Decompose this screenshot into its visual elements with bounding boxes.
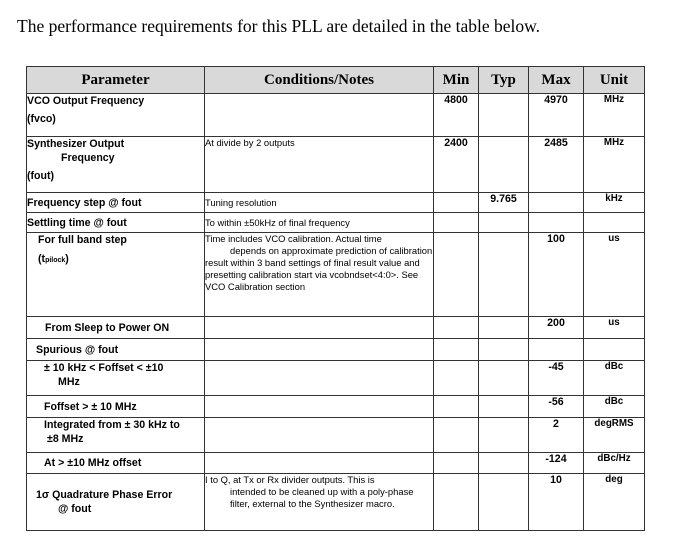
symbol-text: (t: [38, 253, 46, 265]
max-cell: -45: [529, 361, 584, 396]
table-row: [27, 94, 645, 137]
typ-cell: [479, 339, 529, 361]
unit-cell: dBc: [584, 361, 645, 396]
max-cell: 2485: [529, 137, 584, 193]
symbol-subscript: pilock: [45, 257, 66, 264]
min-cell: 2400: [434, 137, 479, 193]
conditions-cell: [205, 233, 434, 317]
parameter-cell: [27, 94, 205, 137]
header-conditions: Conditions/Notes: [205, 67, 434, 94]
max-cell: 2: [529, 418, 584, 453]
typ-cell: [479, 361, 529, 396]
table-row: [27, 474, 645, 531]
conditions-continuation: intended to be cleaned up with a poly-phase filter, external to the Synthesizer macro.: [230, 486, 414, 509]
unit-cell: us: [584, 317, 645, 339]
unit-cell: [584, 213, 645, 233]
unit-cell: MHz: [584, 137, 645, 193]
conditions-cell: [205, 453, 434, 474]
conditions-cell: At divide by 2 outputs: [205, 137, 434, 193]
header-typ: Typ: [479, 67, 529, 94]
table-row: [27, 233, 645, 317]
header-parameter: Parameter: [27, 67, 205, 94]
conditions-cell: Tuning resolution: [205, 193, 434, 213]
parameter-name-line2: @ fout: [58, 503, 92, 515]
conditions-line1: Time includes VCO calibration. Actual time: [205, 233, 382, 244]
parameter-name: Integrated from ± 30 kHz to: [44, 419, 180, 431]
conditions-cell: [205, 317, 434, 339]
parameter-cell: At > ±10 MHz offset: [27, 453, 205, 474]
typ-cell: [479, 137, 529, 193]
conditions-cell: [205, 339, 434, 361]
table-row: [27, 361, 645, 396]
conditions-cell: [205, 474, 434, 531]
max-cell: -56: [529, 396, 584, 418]
pll-performance-table: [26, 66, 645, 531]
table-header-row: [27, 67, 645, 94]
max-cell: [529, 213, 584, 233]
min-cell: [434, 213, 479, 233]
table-row: [27, 418, 645, 453]
typ-cell: [479, 213, 529, 233]
parameter-cell: [27, 418, 205, 453]
parameter-cell: [27, 474, 205, 531]
parameter-name: VCO Output Frequency: [27, 95, 145, 107]
parameter-name-line2: Frequency: [61, 152, 115, 164]
header-unit: Unit: [584, 67, 645, 94]
conditions-continuation: depends on approximate prediction of calibration result within 3 band settings of final result value and presetting calibration start via vcobndset<4:0>. See VCO Calibration section: [205, 245, 433, 292]
typ-cell: [479, 94, 529, 137]
table-row: [27, 339, 645, 361]
conditions-cell: [205, 94, 434, 137]
parameter-cell: Spurious @ fout: [27, 339, 205, 361]
parameter-name-line2: MHz: [58, 376, 80, 388]
typ-cell: [479, 233, 529, 317]
conditions-cell: To within ±50kHz of final frequency: [205, 213, 434, 233]
typ-cell: [479, 474, 529, 531]
min-cell: [434, 474, 479, 531]
parameter-symbol: (fvco): [27, 113, 56, 125]
max-cell: 200: [529, 317, 584, 339]
conditions-cell: [205, 361, 434, 396]
table-row: [27, 193, 645, 213]
typ-cell: [479, 453, 529, 474]
max-cell: -124: [529, 453, 584, 474]
table-row: [27, 396, 645, 418]
table-row: [27, 137, 645, 193]
parameter-name: For full band step: [38, 234, 127, 246]
parameter-symbol: [38, 252, 204, 268]
parameter-cell: Settling time @ fout: [27, 213, 205, 233]
max-cell: [529, 339, 584, 361]
table-row: [27, 453, 645, 474]
header-min: Min: [434, 67, 479, 94]
min-cell: [434, 339, 479, 361]
typ-cell: 9.765: [479, 193, 529, 213]
min-cell: [434, 317, 479, 339]
parameter-cell: Foffset > ± 10 MHz: [27, 396, 205, 418]
min-cell: [434, 233, 479, 317]
max-cell: 100: [529, 233, 584, 317]
typ-cell: [479, 317, 529, 339]
parameter-cell: [27, 233, 205, 317]
max-cell: 4970: [529, 94, 584, 137]
min-cell: [434, 396, 479, 418]
unit-cell: dBc: [584, 396, 645, 418]
min-cell: [434, 418, 479, 453]
min-cell: 4800: [434, 94, 479, 137]
min-cell: [434, 453, 479, 474]
parameter-name: 1σ Quadrature Phase Error: [36, 489, 173, 501]
parameter-cell: [27, 361, 205, 396]
unit-cell: kHz: [584, 193, 645, 213]
unit-cell: deg: [584, 474, 645, 531]
unit-cell: dBc/Hz: [584, 453, 645, 474]
typ-cell: [479, 418, 529, 453]
parameter-cell: From Sleep to Power ON: [27, 317, 205, 339]
min-cell: [434, 193, 479, 213]
header-max: Max: [529, 67, 584, 94]
parameter-cell: Frequency step @ fout: [27, 193, 205, 213]
parameter-symbol: (fout): [27, 170, 55, 182]
unit-cell: us: [584, 233, 645, 317]
unit-cell: MHz: [584, 94, 645, 137]
parameter-cell: [27, 137, 205, 193]
conditions-cell: [205, 418, 434, 453]
parameter-name: ± 10 kHz < Foffset < ±10: [44, 362, 164, 374]
parameter-name-line2: ±8 MHz: [47, 433, 84, 445]
conditions-line1: I to Q, at Tx or Rx divider outputs. This is: [205, 474, 375, 485]
intro-paragraph: The performance requirements for this PLL are detailed in the table below.: [17, 16, 541, 36]
max-cell: 10: [529, 474, 584, 531]
parameter-name: Synthesizer Output: [27, 138, 125, 150]
conditions-cell: [205, 396, 434, 418]
unit-cell: degRMS: [584, 418, 645, 453]
symbol-close: ): [65, 253, 69, 265]
typ-cell: [479, 396, 529, 418]
unit-cell: [584, 339, 645, 361]
table-row: [27, 317, 645, 339]
max-cell: [529, 193, 584, 213]
min-cell: [434, 361, 479, 396]
table-row: [27, 213, 645, 233]
